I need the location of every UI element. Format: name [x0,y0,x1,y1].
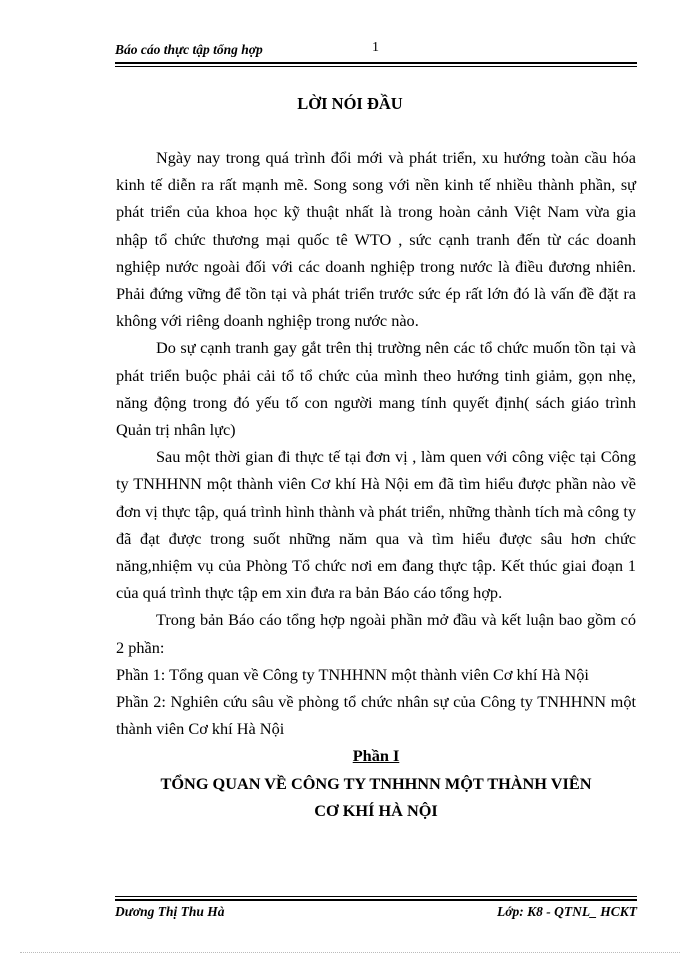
header-rule-thin [115,66,637,67]
footer-rule-thick [115,899,637,901]
footer-rule-thin [115,896,637,897]
doc-title: LỜI NÓI ĐẦU [297,94,403,113]
footer-class: Lớp: K8 - QTNL_ HCKT [497,904,637,919]
document-body [116,144,636,824]
paragraph: Ngày nay trong quá trình đổi mới và phát triển, xu hướng toàn cầu hóa kinh tế diễn ra rất mạnh mẽ. Song song với nền kinh tế nhiều thành phần, sự phát triển của khoa học kỹ thuật nhất là trong hoàn cảnh Việt Nam vừa gia nhập tổ chức thương mại quốc tê WTO , sức cạnh tranh đến từ các doanh nghiệp nước ngoài đối với các doanh nghiệp trong nước là điều đương nhiên. Phải đứng vững để tồn tại và phát triển trước sức ép rất lớn đó là vấn đề đặt ra không với riêng doanh nghiệp trong nước nào. [116,148,636,331]
paragraph: Trong bản Báo cáo tổng hợp ngoài phần mở đầu và kết luận bao gồm có 2 phần: [116,610,636,657]
paragraph: Sau một thời gian đi thực tế tại đơn vị , làm quen với công việc tại Công ty TNHHNN một thành viên Cơ khí Hà Nội em đã tìm hiểu được phần nào về đơn vị thực tập, quá trình hình thành và phát triển, những thành tích mà công ty đã đạt được trong suốt những năm qua và tìm hiểu được sâu hơn chức năng,nhiệm vụ của Phòng Tổ chức nơi em đang thực tập. Kết thúc giai đoạn 1 của quá trình thực tập em xin đưa ra bản Báo cáo tổng hợp. [116,447,636,603]
page-footer [115,904,637,924]
section-label: Phần I [352,746,400,766]
header-rule-thick [115,62,637,64]
parts-list-item: Phần 2: Nghiên cứu sâu về phòng tổ chức nhân sự của Công ty TNHHNN một thành viên Cơ khí Hà Nội [116,692,636,739]
page-boundary-dotted-line [20,952,680,953]
section-title-line2: CƠ KHÍ HÀ NỘI [314,800,438,820]
paragraph: Do sự cạnh tranh gay gắt trên thị trường nên các tổ chức muốn tồn tại và phát triển buộc phải cải tổ tổ chức của mình theo hướng tinh giảm, gọn nhẹ, năng động trong đó yếu tố con người mang tính quyết định( sách giáo trình Quản trị nhân lực) [116,338,636,440]
parts-list-item: Phần 1: Tổng quan về Công ty TNHHNN một thành viên Cơ khí Hà Nội [116,664,589,684]
section-title-line1: TỔNG QUAN VỀ CÔNG TY TNHHNN MỘT THÀNH VIÊN [160,773,592,793]
header-title: Báo cáo thực tập tổng hợp [115,42,263,57]
footer-author: Dương Thị Thu Hà [115,904,225,919]
page-number: 1 [372,40,379,55]
page-header [115,40,637,62]
